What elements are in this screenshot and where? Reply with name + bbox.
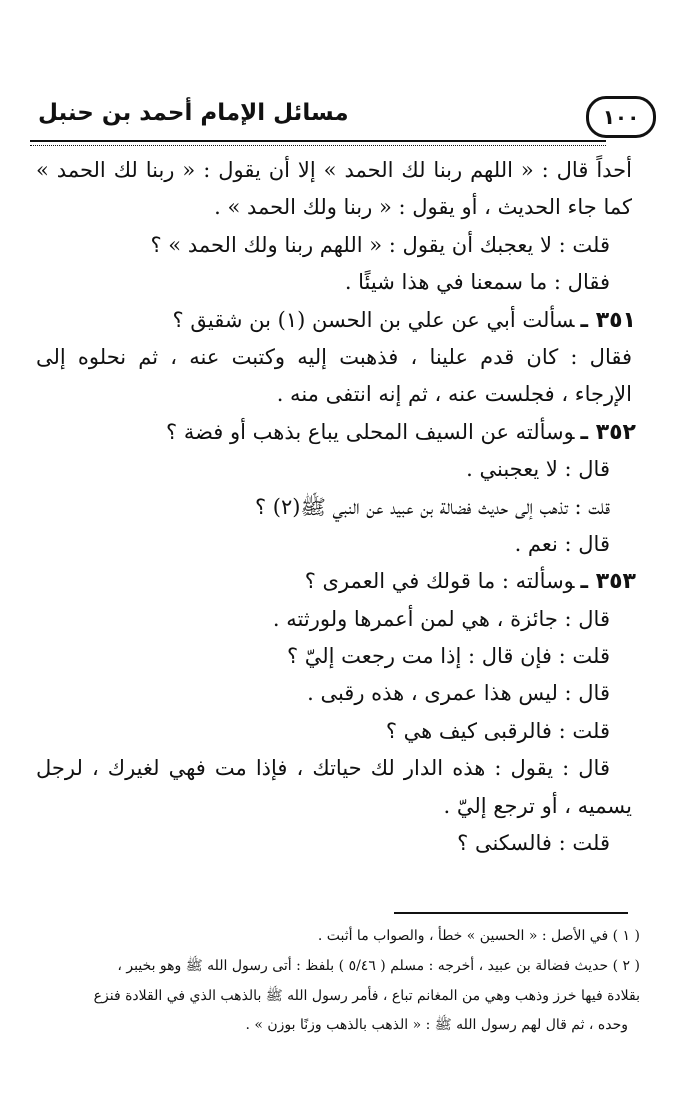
issue-number: ٣٥٢ ـ [580,419,636,445]
issue-text: وسألته عن السيف المحلى يباع بذهب أو فضة ؟ [166,419,575,444]
page-number-badge: ١٠٠ [586,96,656,138]
issue-text: وسألته : ما قولك في العمرى ؟ [304,569,575,594]
text-line: فقال : كان قدم علينا ، فذهبت إليه وكتبت عنه ، ثم نحلوه إلى [36,344,632,369]
text-line: قلت : فالرقبى كيف هي ؟ [385,718,610,743]
footnote-line: ( ١ ) في الأصل : « الحسين » خطأ ، والصواب ما أثبت . [317,928,640,944]
issue-353 [36,563,636,600]
text-line: يسميه ، أو ترجع إليّ . [443,793,632,818]
text-line: أحداً قال : « اللهم ربنا لك الحمد » إلا أن يقول : « ربنا لك الحمد » [36,158,632,182]
text-line: قال : يقول : هذه الدار لك حياتك ، فإذا مت فهي لغيرك ، لرجل [36,756,610,781]
footnote-line: ( ٢ ) حديث فضالة بن عبيد ، أخرجه : مسلم ( ٥/٤٦ ) بلفظ : أتى رسول الله ﷺ وهو بخيبر ، [117,957,640,974]
running-title: مسائل الإمام أحمد بن حنبل [38,100,349,126]
text-line: قال : ليس هذا عمرى ، هذه رقبى . [307,681,610,706]
header-rule [30,140,606,146]
text-line: كما جاء الحديث ، أو يقول : « ربنا ولك الحمد » . [214,195,632,220]
issue-number: ٣٥٣ ـ [580,569,636,595]
text-line: الإرجاء ، فجلست عنه ، ثم إنه انتفى منه . [276,382,632,407]
text-line: قال : لا يعجبني . [466,457,610,482]
body-text [36,152,636,862]
page-header [28,96,640,136]
footnote-line: بقلادة فيها خرز وذهب وهي من المغانم تباع ، فأمر رسول الله ﷺ بالذهب الذي في القلادة فنزع [93,987,640,1004]
issue-351 [36,302,636,339]
text-line: قلت : تذهب إلى حديث فضالة بن عبيد عن النبي ﷺ(٢) ؟ [254,494,610,519]
text-line: قلت : لا يعجبك أن يقول : « اللهم ربنا ولك الحمد » ؟ [150,232,610,257]
text-line: قلت : فإن قال : إذا مت رجعت إليّ ؟ [286,644,610,669]
text-line: فقال : ما سمعنا في هذا شيئًا . [344,270,610,295]
text-line: قلت : فالسكنى ؟ [457,831,610,856]
footnote-line: وحده ، ثم قال لهم رسول الله ﷺ : « الذهب بالذهب وزنًا بوزن » . [245,1017,628,1034]
footnote-separator [394,912,628,914]
issue-text: سألت أبي عن علي بن الحسن (١) بن شقيق ؟ [172,307,575,332]
text-line: قال : نعم . [514,531,610,556]
issue-352 [36,414,636,451]
issue-number: ٣٥١ ـ [580,307,636,333]
text-line: قال : جائزة ، هي لمن أعمرها ولورثته . [272,606,610,631]
footnotes [36,922,640,1041]
